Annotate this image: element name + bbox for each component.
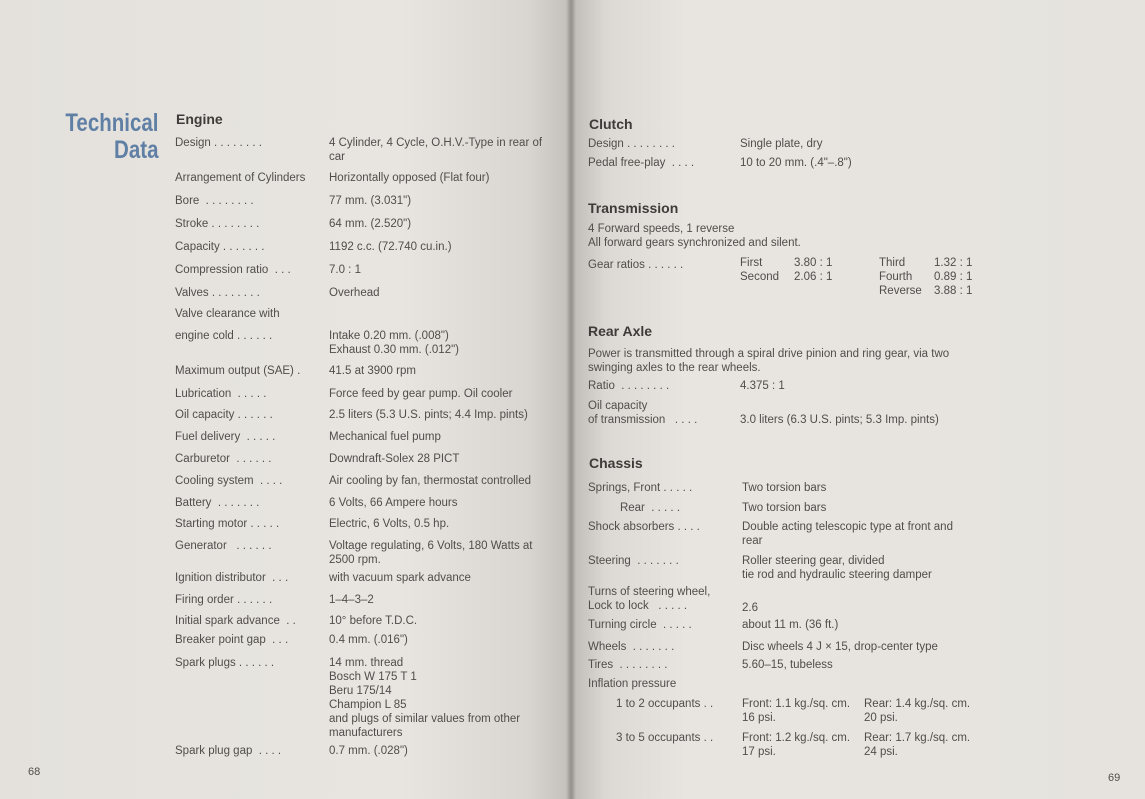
- page-number-left: 68: [28, 766, 41, 778]
- spec-value: 77 mm. (3.031"): [329, 195, 412, 207]
- spec-label: Firing order . . . . . .: [175, 594, 273, 606]
- spec-value: Two torsion bars: [742, 502, 827, 514]
- spec-value: Force feed by gear pump. Oil cooler: [329, 388, 513, 400]
- gear-ratio-table: [740, 256, 980, 298]
- spec-value: 41.5 at 3900 rpm: [329, 365, 416, 377]
- spec-label: Valves . . . . . . . .: [175, 287, 260, 299]
- spec-label: Arrangement of Cylinders: [175, 172, 306, 184]
- spec-label: Ignition distributor . . .: [175, 572, 289, 584]
- spec-value: 0.7 mm. (.028"): [329, 745, 408, 757]
- spec-value: Double acting telescopic type at front and rear: [742, 521, 953, 547]
- spec-label: Compression ratio . . .: [175, 264, 291, 276]
- spec-label: Bore . . . . . . . .: [175, 195, 254, 207]
- section-chassis-heading: Chassis: [589, 455, 643, 471]
- spec-label: Inflation pressure: [588, 678, 677, 690]
- gear-fourth-value: 0.89 : 1: [934, 271, 973, 283]
- spec-label: Oil capacity of transmission . . . .: [588, 400, 698, 426]
- inflation-rear-value: Rear: 1.4 kg./sq. cm. 20 psi.: [864, 698, 971, 724]
- section-rear-axle-heading: Rear Axle: [588, 323, 653, 339]
- spec-label: Breaker point gap . . .: [175, 634, 289, 646]
- inflation-rear-value: Rear: 1.7 kg./sq. cm. 24 psi.: [864, 732, 971, 758]
- spec-value: 7.0 : 1: [329, 264, 361, 276]
- technical-data-heading: [65, 110, 158, 164]
- spec-label: Design . . . . . . . .: [588, 138, 675, 150]
- spec-value: 5.60–15, tubeless: [742, 659, 833, 671]
- spec-label: Shock absorbers . . . .: [588, 521, 700, 533]
- spec-value: Single plate, dry: [740, 138, 823, 150]
- gear-third-label: Third: [879, 257, 906, 269]
- spec-label: Turns of steering wheel, Lock to lock . . . . .: [588, 586, 711, 612]
- heading-line-1: Technical: [64, 109, 158, 137]
- spec-label: Carburetor . . . . . .: [175, 453, 272, 465]
- spec-label: Valve clearance with: [175, 308, 280, 320]
- spec-label: Stroke . . . . . . . .: [175, 218, 260, 230]
- spec-label: Starting motor . . . . .: [175, 518, 280, 530]
- gear-reverse-label: Reverse: [879, 285, 922, 297]
- spec-value: with vacuum spark advance: [329, 572, 471, 584]
- spec-label: Battery . . . . . . .: [175, 497, 260, 509]
- gear-ratios-label: Gear ratios . . . . . .: [588, 259, 684, 271]
- spec-value: Voltage regulating, 6 Volts, 180 Watts at 2500 rpm.: [329, 540, 533, 566]
- spec-value: 2.5 liters (5.3 U.S. pints; 4.4 Imp. pints): [329, 409, 528, 421]
- spec-label: Turning circle . . . . .: [588, 619, 692, 631]
- inflation-occupants-label: 1 to 2 occupants . .: [616, 698, 714, 710]
- spec-label: Initial spark advance . .: [175, 615, 296, 627]
- spec-value: Horizontally opposed (Flat four): [329, 172, 490, 184]
- gear-third-value: 1.32 : 1: [934, 257, 973, 269]
- spec-label: engine cold . . . . . .: [175, 330, 273, 342]
- spec-label: Rear . . . . .: [588, 502, 681, 514]
- spec-value: 3.0 liters (6.3 U.S. pints; 5.3 Imp. pints): [740, 414, 939, 426]
- rear-axle-text-1: Power is transmitted through a spiral drive pinion and ring gear, via two: [588, 348, 950, 360]
- spec-value: 1192 c.c. (72.740 cu.in.): [329, 241, 452, 253]
- right-page: [572, 0, 1145, 799]
- spec-value: 4.375 : 1: [740, 380, 785, 392]
- left-page: [0, 0, 572, 799]
- gear-second-value: 2.06 : 1: [794, 271, 833, 283]
- spec-label: Spark plugs . . . . . .: [175, 657, 275, 669]
- heading-line-2: Data: [113, 136, 158, 164]
- gear-reverse-value: 3.88 : 1: [934, 285, 973, 297]
- spec-label: Spark plug gap . . . .: [175, 745, 282, 757]
- rear-axle-text-2: swinging axles to the rear wheels.: [588, 362, 761, 374]
- section-engine-heading: Engine: [176, 111, 223, 127]
- section-transmission-heading: Transmission: [588, 200, 679, 216]
- spec-label: Generator . . . . . .: [175, 540, 272, 552]
- spec-value: Roller steering gear, divided tie rod and hydraulic steering damper: [742, 555, 932, 581]
- spec-value: 64 mm. (2.520"): [329, 218, 412, 230]
- spec-value: 4 Cylinder, 4 Cycle, O.H.V.-Type in rear of car: [329, 137, 543, 163]
- inflation-front-value: Front: 1.1 kg./sq. cm. 16 psi.: [742, 698, 851, 724]
- spec-label: Pedal free-play . . . .: [588, 157, 695, 169]
- book-gutter-shadow: [566, 0, 576, 799]
- spec-label: Tires . . . . . . . .: [588, 659, 668, 671]
- spec-value: 10 to 20 mm. (.4"–.8"): [740, 157, 852, 169]
- spec-label: Springs, Front . . . . .: [588, 482, 693, 494]
- spec-value: 10° before T.D.C.: [329, 615, 418, 627]
- gear-first-value: 3.80 : 1: [794, 257, 833, 269]
- spec-value: Downdraft-Solex 28 PICT: [329, 453, 460, 465]
- inflation-front-value: Front: 1.2 kg./sq. cm. 17 psi.: [742, 732, 851, 758]
- inflation-occupants-label: 3 to 5 occupants . .: [616, 732, 714, 744]
- spec-value: Two torsion bars: [742, 482, 827, 494]
- gear-fourth-label: Fourth: [879, 271, 913, 283]
- gear-second-label: Second: [740, 271, 780, 283]
- spec-value: Air cooling by fan, thermostat controlled: [329, 475, 531, 487]
- spec-value: Mechanical fuel pump: [329, 431, 441, 443]
- spec-value: 14 mm. thread Bosch W 175 T 1 Beru 175/14 Champion L 85 and plugs of similar values from other manufacturers: [329, 657, 521, 739]
- transmission-text-2: All forward gears synchronized and silent.: [588, 237, 801, 249]
- spec-label: Lubrication . . . . .: [175, 388, 267, 400]
- spec-value: Disc wheels 4 J × 15, drop-center type: [742, 641, 938, 653]
- section-clutch-heading: Clutch: [589, 116, 633, 132]
- spec-label: Maximum output (SAE) .: [175, 365, 301, 377]
- spec-value: 1–4–3–2: [329, 594, 374, 606]
- spec-value: 6 Volts, 66 Ampere hours: [329, 497, 458, 509]
- spec-value: 2.6: [742, 602, 758, 614]
- spec-label: Capacity . . . . . . .: [175, 241, 265, 253]
- spec-label: Oil capacity . . . . . .: [175, 409, 273, 421]
- spec-label: Fuel delivery . . . . .: [175, 431, 276, 443]
- spec-value: Electric, 6 Volts, 0.5 hp.: [329, 518, 450, 530]
- gear-first-label: First: [740, 257, 763, 269]
- spec-label: Steering . . . . . . .: [588, 555, 679, 567]
- page-number-right: 69: [1108, 772, 1121, 784]
- spec-label: Design . . . . . . . .: [175, 137, 262, 149]
- spec-label: Ratio . . . . . . . .: [588, 380, 670, 392]
- spec-value: Intake 0.20 mm. (.008") Exhaust 0.30 mm. (.012"): [329, 330, 459, 356]
- spec-value: 0.4 mm. (.016"): [329, 634, 408, 646]
- spec-label: Wheels . . . . . . .: [588, 641, 675, 653]
- spec-value: Overhead: [329, 287, 380, 299]
- spec-label: Cooling system . . . .: [175, 475, 283, 487]
- transmission-text-1: 4 Forward speeds, 1 reverse: [588, 223, 735, 235]
- spec-value: about 11 m. (36 ft.): [742, 619, 839, 631]
